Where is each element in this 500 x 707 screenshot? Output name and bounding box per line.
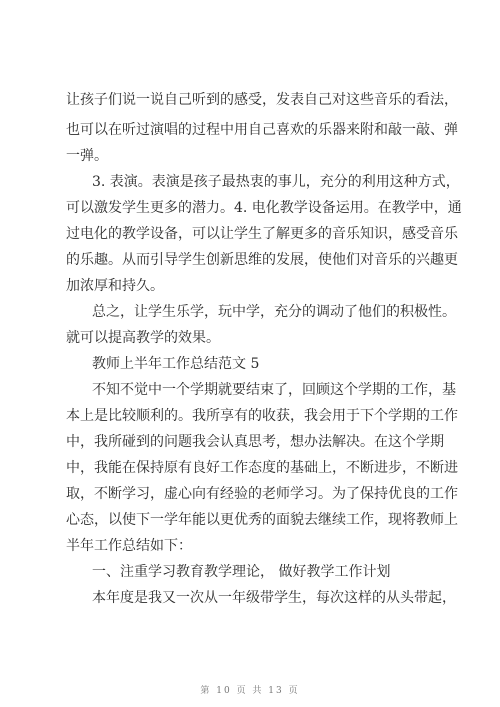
- text-line: 的乐趣。从而引导学生创新思维的发展，使他们对音乐的兴趣更: [66, 252, 458, 268]
- text-line: 3. 表演。表演是孩子最热衷的事儿，充分的利用这种方式，: [92, 174, 460, 190]
- text-line: 中，我所碰到的问题我会认真思考，想办法解决。在这个学期: [66, 434, 444, 450]
- text-line: 让孩子们说一说自己听到的感受，发表自己对这些音乐的看法，: [66, 92, 458, 108]
- text-line: 本上是比较顺利的。我所享有的收获，我会用于下个学期的工作: [66, 408, 458, 424]
- text-line: 中，我能在保持原有良好工作态度的基础上，不断进步，不断进: [66, 460, 458, 476]
- text-line: 总之，让学生乐学，玩中学，充分的调动了他们的积极性。: [92, 304, 456, 320]
- text-line: 心态，以使下一学年能以更优秀的面貌去继续工作，现将教师上: [66, 512, 458, 528]
- subsection-heading: 一、注重学习教育教学理论， 做好教学工作计划: [92, 564, 391, 580]
- text-line: 就可以提高教学的效果。: [66, 330, 220, 346]
- text-line: 不知不觉中一个学期就要结束了，回顾这个学期的工作，基: [92, 382, 456, 398]
- text-line: 一弹。: [66, 148, 108, 164]
- text-line: 加浓厚和持久。: [66, 278, 164, 294]
- section-heading: 教师上半年工作总结范文 5: [92, 356, 260, 372]
- text-line: 可以激发学生更多的潜力。4. 电化教学设备运用。在教学中，通: [66, 200, 462, 216]
- page-number-footer: 第 10 页 共 13 页: [200, 686, 300, 696]
- text-line: 半年工作总结如下：: [66, 538, 192, 554]
- text-line: 本年度是我又一次从一年级带学生，每次这样的从头带起，: [92, 590, 456, 606]
- text-line: 取，不断学习，虚心向有经验的老师学习。为了保持优良的工作: [66, 486, 458, 502]
- text-line: 也可以在听过演唱的过程中用自己喜欢的乐器来附和敲一敲、弹: [66, 122, 458, 138]
- text-line: 过电化的教学设备，可以让学生了解更多的音乐知识，感受音乐: [66, 226, 458, 242]
